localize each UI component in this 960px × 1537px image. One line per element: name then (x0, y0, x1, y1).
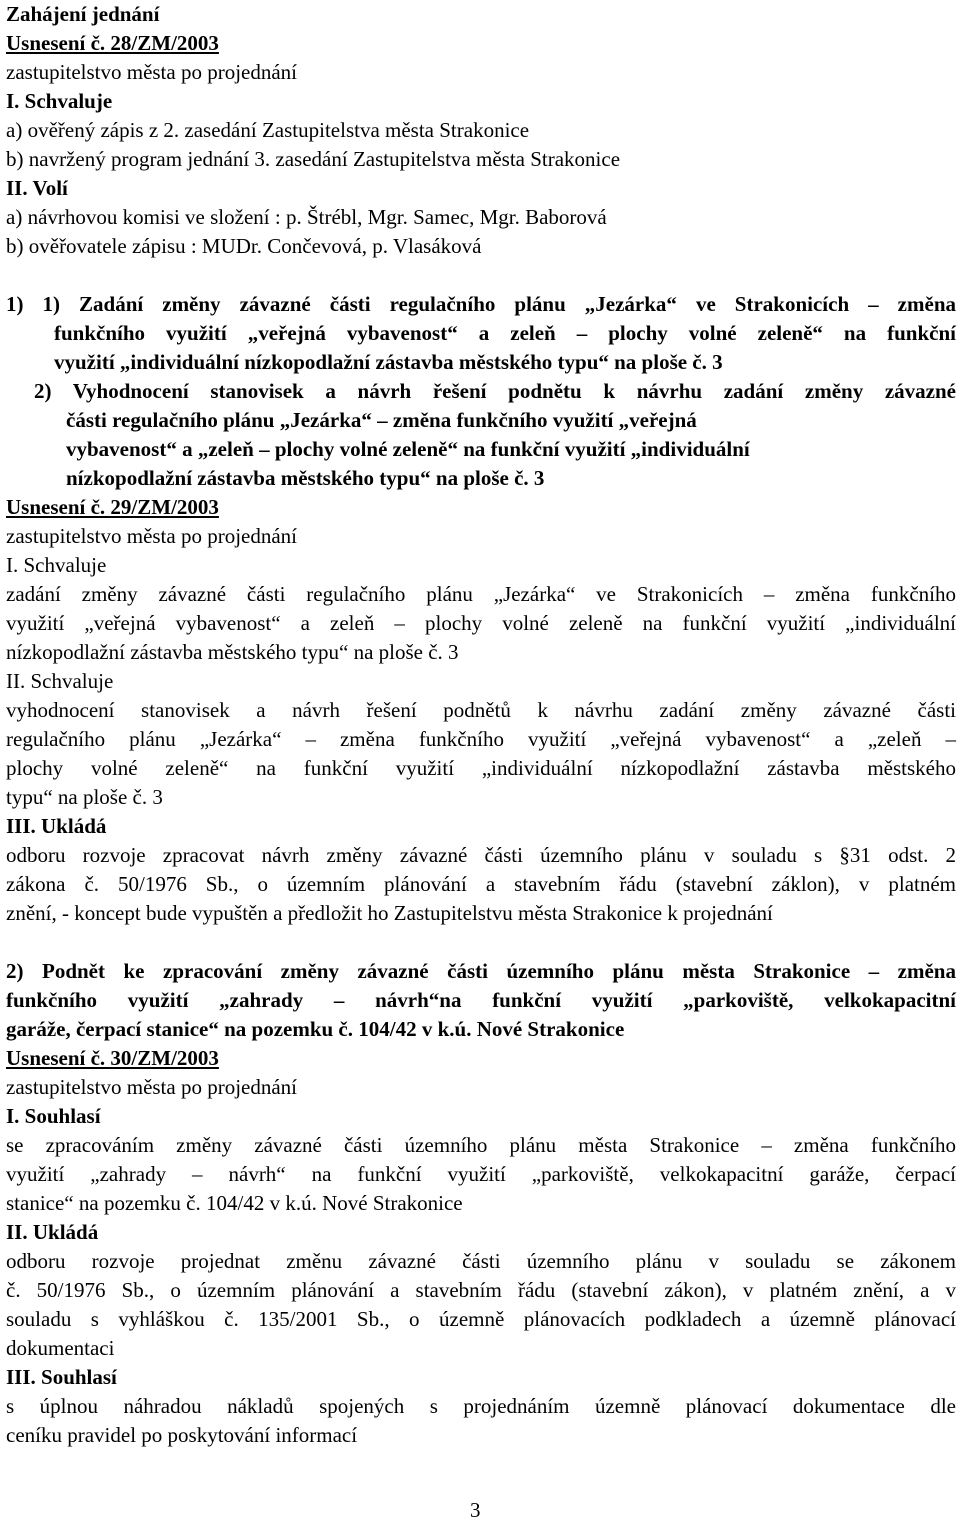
clause-text: zákona č. 50/1976 Sb., o územním plánování a stavebním řádu (stavební záklon), v platném (6, 872, 956, 896)
clause-text: vyhodnocení stanovisek a návrh řešení podnětů k návrhu zadání změny závazné části (6, 698, 956, 722)
clause-text: s úplnou náhradou nákladů spojených s projednáním územně plánovací dokumentace dle (6, 1394, 956, 1418)
clause-heading: I. Souhlasí (6, 1104, 101, 1128)
clause-text: stanice“ na pozemku č. 104/42 v k.ú. Nové Strakonice (6, 1191, 463, 1215)
agenda-text: garáže, čerpací stanice“ na pozemku č. 104/42 v k.ú. Nové Strakonice (6, 1017, 625, 1041)
clause-text: a) návrhovou komisi ve složení : p. Štrébl, Mgr. Samec, Mgr. Baborová (6, 205, 607, 229)
clause-heading: I. Schvaluje (6, 89, 113, 113)
agenda-text: části regulačního plánu „Jezárka“ – změna funkčního využití „veřejná (66, 408, 697, 432)
clause-text: využití „veřejná vybavenost“ a zeleň – plochy volné zeleně na funkční využití „individuální (6, 611, 956, 635)
clause-text: zadání změny závazné části regulačního plánu „Jezárka“ ve Strakonicích – změna funkčního (6, 582, 956, 606)
resolution-29 (6, 493, 956, 928)
agenda-text: 1) 1) Zadání změny závazné části regulačního plánu „Jezárka“ ve Strakonicích – změna (6, 292, 956, 316)
agenda-text: 2) Podnět ke zpracování změny závazné části územního plánu města Strakonice – změna (6, 959, 956, 983)
clause-heading: III. Ukládá (6, 814, 107, 838)
clause-text: odboru rozvoje projednat změnu závazné části územního plánu v souladu se zákonem (6, 1249, 956, 1273)
clause-text: znění, - koncept bude vypuštěn a předložit ho Zastupitelstvu města Strakonice k projednání (6, 901, 773, 925)
clause-heading: II. Schvaluje (6, 669, 114, 693)
resolution-intro: zastupitelstvo města po projednání (6, 1075, 298, 1099)
agenda-text: vybavenost“ a „zeleň – plochy volné zeleně“ na funkční využití „individuální (66, 437, 750, 461)
agenda-item-1 (6, 290, 956, 493)
clause-text: b) ověřovatele zápisu : MUDr. Cončevová, p. Vlasáková (6, 234, 482, 258)
clause-heading: III. Souhlasí (6, 1365, 117, 1389)
clause-heading: II. Volí (6, 176, 68, 200)
resolution-30 (6, 1044, 956, 1450)
agenda-item-2 (6, 957, 956, 1044)
clause-text: odboru rozvoje zpracovat návrh změny závazné části územního plánu v souladu s §31 odst. 2 (6, 843, 956, 867)
resolution-number: Usnesení č. 28/ZM/2003 (6, 31, 219, 55)
agenda-text: funkčního využití „zahrady – návrh“na funkční využití „parkoviště, velkokapacitní (6, 988, 956, 1012)
agenda-text: nízkopodlažní zástavba městského typu“ na ploše č. 3 (66, 466, 545, 490)
clause-heading: I. Schvaluje (6, 553, 107, 577)
clause-text: plochy volné zeleně“ na funkční využití „individuální nízkopodlažní zástavba městského (6, 756, 956, 780)
resolution-number: Usnesení č. 29/ZM/2003 (6, 495, 219, 519)
clause-text: se zpracováním změny závazné části územního plánu města Strakonice – změna funkčního (6, 1133, 956, 1157)
resolution-intro: zastupitelstvo města po projednání (6, 60, 298, 84)
clause-text: dokumentaci (6, 1336, 115, 1360)
clause-text: využití „zahrady – návrh“ na funkční využití „parkoviště, velkokapacitní garáže, čerpací (6, 1162, 956, 1186)
clause-text: a) ověřený zápis z 2. zasedání Zastupitelstva města Strakonice (6, 118, 530, 142)
resolution-intro: zastupitelstvo města po projednání (6, 524, 298, 548)
agenda-text: funkčního využití „veřejná vybavenost“ a zeleň – plochy volné zeleně“ na funkční (54, 321, 956, 345)
clause-text: č. 50/1976 Sb., o územním plánování a stavebním řádu (stavební zákon), v platném znění, a v (6, 1278, 956, 1302)
section-title: Zahájení jednání (6, 2, 160, 26)
resolution-number: Usnesení č. 30/ZM/2003 (6, 1046, 219, 1070)
page-number: 3 (470, 1498, 481, 1522)
spacer (6, 928, 956, 957)
resolution-28 (6, 29, 956, 261)
clause-heading: II. Ukládá (6, 1220, 99, 1244)
agenda-text: 2) Vyhodnocení stanovisek a návrh řešení podnětu k návrhu zadání změny závazné (34, 379, 956, 403)
clause-text: typu“ na ploše č. 3 (6, 785, 163, 809)
document-page (6, 0, 956, 1450)
clause-text: souladu s vyhláškou č. 135/2001 Sb., o územně plánovacích podkladech a územně plánovací (6, 1307, 956, 1331)
agenda-text: využití „individuální nízkopodlažní zástavba městského typu“ na ploše č. 3 (54, 350, 723, 374)
clause-text: ceníku pravidel po poskytování informací (6, 1423, 358, 1447)
clause-text: nízkopodlažní zástavba městského typu“ na ploše č. 3 (6, 640, 459, 664)
clause-text: b) navržený program jednání 3. zasedání Zastupitelstva města Strakonice (6, 147, 621, 171)
clause-text: regulačního plánu „Jezárka“ – změna funkčního využití „veřejná vybavenost“ a „zeleň – (6, 727, 956, 751)
